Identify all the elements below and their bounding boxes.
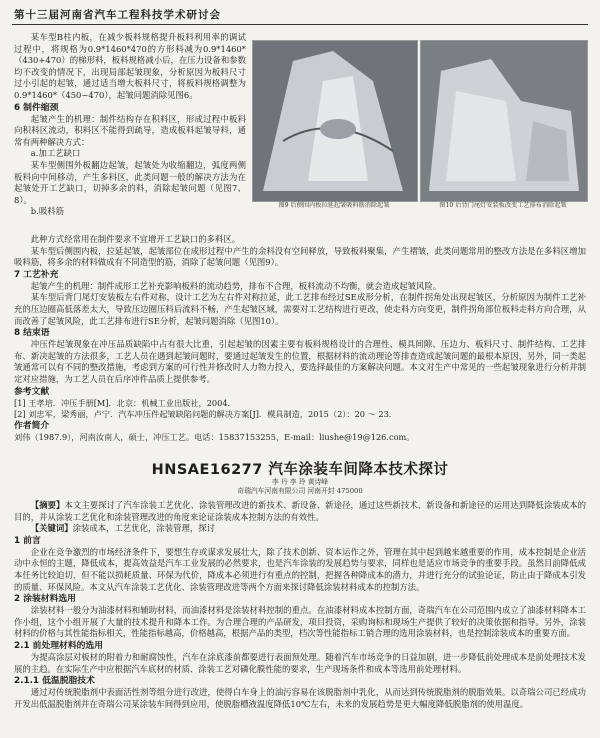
body-full-width [14,234,586,444]
paragraph: 起皱产生的机理：制件成形工艺补充影响板料的流动趋势，排布不合理，板料流动不均衡，就会造成起皱风险。 [30,280,442,291]
paragraph: 起皱产生的机理：制件结构存在积料区，形成过程中板料向积料区流动，积料区不能得到疏导，造成板料起皱导料，通常有两种解决方式： [14,113,246,147]
paragraph: a.加工艺缺口 [30,148,81,159]
paragraph: 某车型侧围外板翻边起皱，起皱处为收缩翻边，弧度两侧板料向中间移动，产生多料区，此类问题一般的解决方法为在起皱处开工艺缺口，切掉多余的料，消除起皱问题（见图7、8）。 [14,159,246,205]
running-header [12,6,588,25]
left-column [14,32,246,218]
figure-10-photo [420,40,588,202]
paragraph: 冲压件起皱现象在冲压品质缺陷中占有很大比重，引起起皱的因素主要有板料规格设计的合理性、模具间隙、压边力、板料尺寸、制件结构、工艺排布、新决起皱的方法很多，工艺人员在遇到起皱问题时，要通过起皱发生的位置，根据材料的流动理论等排查造成起皱问题的最根本原因，另外，同一类起皱通常可以有不同的整改措施，考虑到方案的可行性并修改时人力物力投入，要选择最佳的方案解决问题。本文对生产中常见的一些起皱现象进行分析并制定对应措施，为工艺人员在后序冲件品质上提供参考。 [14,339,586,384]
article-authors: 李 丹 李 玲 黄诗峰 [271,478,329,486]
section-heading: 2 涂装材料选用 [14,594,76,605]
reference-item: [1] 王孝培．冲压手册[M]．北京：机械工业出版社，2004． [14,397,236,408]
abstract [14,500,586,523]
figure-9-caption: 图9 后侧围内板拉延起皱吸料筋消除起皱 [278,202,390,209]
paragraph: 涂装材料一般分为油漆材料和辅助材料，而油漆材料是涂装材料控制的重点。在油漆材料成本控制方面，奇瑞汽车在公司范围内成立了油漆材料降本工作小组，这个小组开展了大量的技术提升和降本工作。为合理合理的产品研发，项目投资，采购询标和现场生产提供了较好的决策依据和指导。另外，涂装材料的价格与其性能指标相关，性能指标越高，价格越高，根据产品的类型，档次等性能指标工销合理的选用涂装材料，也是控制涂装成本的重要方面。 [14,605,586,639]
author-intro: 刘伟（1987.9），河南汝南人，硕士，冲压工艺。电话：15837153255，E-mail：liushe@19@126.com。 [14,432,415,443]
keywords [14,523,586,535]
article-byline [0,478,600,496]
figure-9-image [253,41,417,201]
abstract-label: 【摘要】 [30,500,65,510]
figure-9-photo [252,40,418,202]
figure-10-caption: 图10 后背门尾灯安装板改变工艺排布消除起皱 [439,202,567,209]
paragraph: 为提高涂层对板材的附着力和耐腐蚀性，汽车在涂底漆前都要进行表面预处理。随着汽车市场竞争的日益加剧，进一步降低前处理成本是前处理技术发展的主趋。在实际生产中应根据汽车底材的材质、涂装工艺对磷化膜性能的要求，生产现场条件和成本等选用前处理材料。 [14,651,586,674]
section-heading: 2.1 前处理材料的选用 [14,640,104,651]
journal-title: 第十三届河南省汽车工程科技学术研讨会 [14,9,221,21]
section-heading: 6 制件缩颈 [14,102,59,113]
paragraph: b.吸料筋 [30,206,64,217]
section-heading: 7 工艺补充 [14,269,59,280]
author-intro-heading: 作者简介 [14,421,50,432]
figure-10-image [421,41,587,201]
paragraph: 某车型后背门尾灯安装板左右件对称，设计工艺为左右件对称拉延，此工艺排布经过SE成形分析，在制件拐角处出现起皱区，分析原因为制件工艺补充的压边圈高低落差太大，导致压边圈压料后流料不畅，产生起皱区域，需要对工艺结构进行更改，使走料方向变更，制件拐角部位板料走料方向合理，从而改善了起皱风险，此工艺排布进行SE分析，起皱问题消除（见图10）。 [14,292,586,326]
article-title: HNSAE16277 汽车涂装车间降本技术探讨 [151,462,449,478]
keywords-text: 涂装成本，工艺优化，涂装管理，探讨 [72,523,216,534]
paragraph: 通过对传统脱脂剂中表面活性剂等组分进行改进，使得白车身上的油污容易在该脱脂剂中乳化，从而达到传统脱脂剂的脱脂效果。以奇瑞公司已经成功开发出低温脱脂剂并在奇瑞公司某涂装车间得到应用，使脱脂槽液温度降低10℃左右，未来的发展趋势是更大幅度降低脱脂剂的使用温度。 [14,687,586,709]
section-heading: 2.1.1 低温脱脂技术 [14,676,95,687]
section-heading: 1 前言 [14,535,41,546]
keywords-label: 【关键词】 [30,523,73,534]
reference-item: [2] 刘忠军，梁秀丽，卢宁．汽车冲压件起皱缺陷问题的解决方案[J]．模具制造，2015（2）：20 ～ 23. [14,408,392,419]
article-body [14,500,586,710]
section-heading: 8 结束语 [14,328,50,339]
article-affiliation: 奇瑞汽车河南有限公司 河南开封 475000 [237,487,363,495]
abstract-text: 本文主要探讨了汽车涂装工艺优化、涂装管理改进的新技术、新设备、新途径，通过这些新技术、新设备和新途径的运用达到降低涂装成本的目的，并从涂装工艺优化和涂装管理改进的角度来论证涂装成本控制方法的有效性。 [14,500,587,522]
paragraph: 此种方式经常用在制件要求不宜增开工艺缺口的多料区。 [30,234,241,244]
references-heading: 参考文献 [14,386,50,397]
paragraph: 企业在竞争激烈的市场经济条件下，要想生存或谋求发展壮大，除了技术创新、资本运作之外，管理在其中起到越来越重要的作用，成本控制是企业活动中永恒的主题，降低成本，提高效益是汽车工业发展的必然要求，也是汽车涂装的发展趋势与要求，同样也是适应市场竞争的重要手段。虽然目前降低成本任务比较迫切，但不能以损耗质量、环保为代价，降成本必须进行有重点的控制，把握各种降成本的潜力，并进行充分的试验论证，防止由于降成本引发的质量、环保风险。本文从汽车涂装工艺优化、涂装管理改进等两个方面来探讨降低涂装材料成本的控制方法。 [14,546,586,592]
paragraph: 某车型B柱内板，在减少板料规格提升板料利用率的调试过程中，将规格为0.9*1460*470的方形料减为0.9*1460*（430+470）的梯形料，板料规格减小后，在压力设备和参数均不改变的情况下，出现局部起皱现象，分析原因为板料尺寸过小引起的起皱，通过适当增大板料尺寸，将板料规格调整为0.9*1460*（450~470），起皱问题消除见图6。 [14,32,246,100]
paragraph: 某车型后侧围内板，拉延起皱，起皱部位在成形过程中产生的余料没有空间释放，导致板料聚集，产生褶皱，此类问题常用的整改方法是在多料区增加吸料筋，将多余的材料做成有不同造型的筋，消除了起皱问题（见图9）。 [14,245,586,268]
